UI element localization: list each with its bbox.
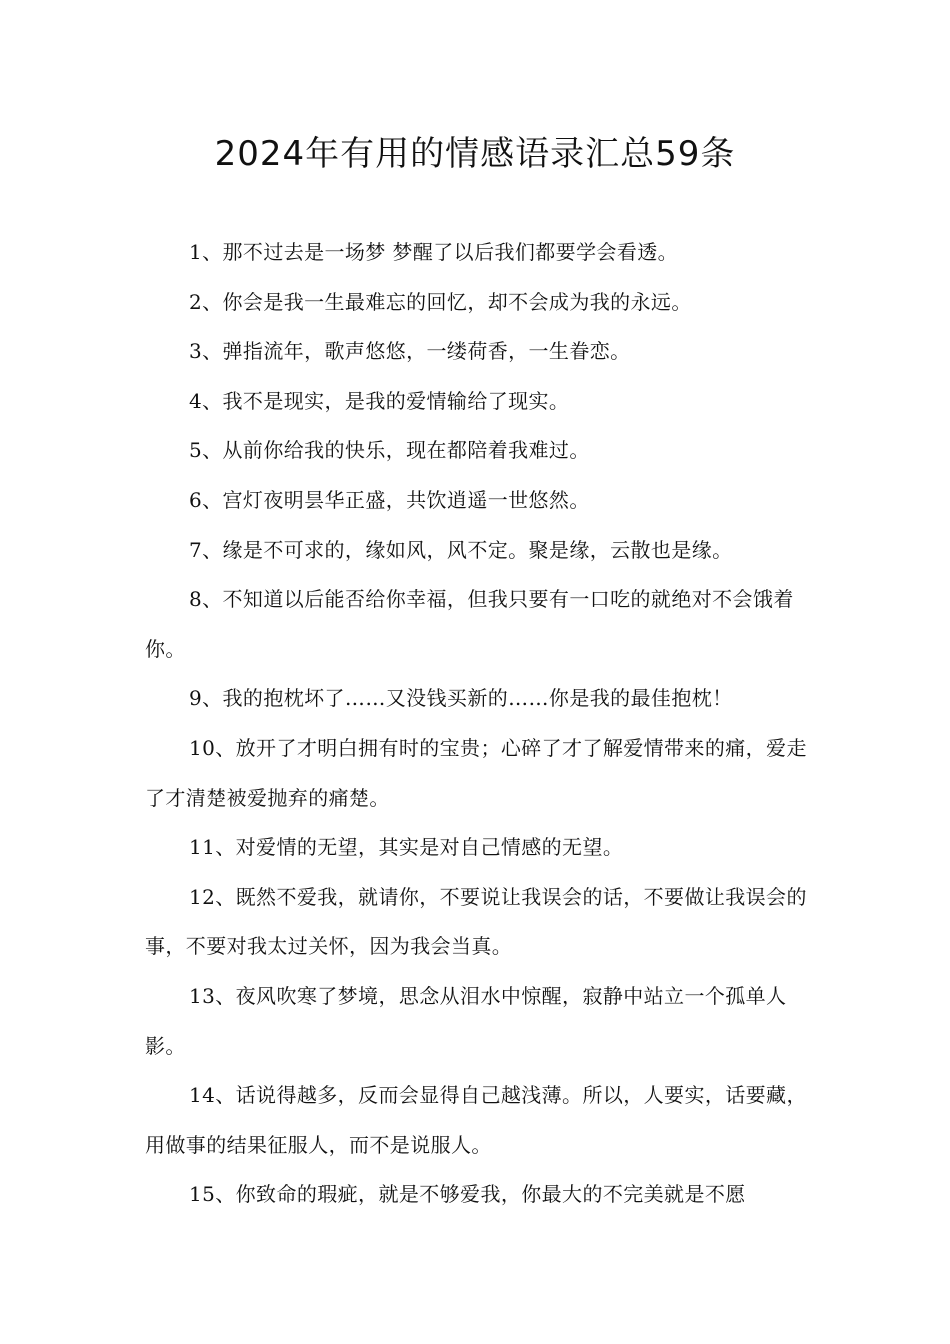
document-title: 2024年有用的情感语录汇总59条 xyxy=(214,134,736,174)
quote-item: 14、话说得越多，反而会显得自己越浅薄。所以，人要实，话要藏，用做事的结果征服人，而不是说服人。 xyxy=(145,1083,807,1157)
quote-item: 9、我的抱枕坏了……又没钱买新的……你是我的最佳抱枕！ xyxy=(189,686,733,711)
quote-item: 10、放开了才明白拥有时的宝贵；心碎了才了解爱情带来的痛，爱走了才清楚被爱抛弃的痛楚。 xyxy=(145,735,807,810)
quote-item: 5、从前你给我的快乐，现在都陪着我难过。 xyxy=(189,438,590,463)
quote-item: 7、缘是不可求的，缘如风，风不定。聚是缘，云散也是缘。 xyxy=(189,537,733,562)
quote-item: 13、夜风吹寒了梦境，思念从泪水中惊醒，寂静中站立一个孤单人影。 xyxy=(145,983,787,1058)
document-body xyxy=(145,228,825,1220)
quote-item: 15、你致命的瑕疵，就是不够爱我，你最大的不完美就是不愿 xyxy=(189,1182,746,1207)
quote-item: 12、既然不爱我，就请你，不要说让我误会的话，不要做让我误会的事，不要对我太过关怀，因为我会当真。 xyxy=(145,884,807,959)
quote-item: 6、宫灯夜明昙华正盛，共饮逍遥一世悠然。 xyxy=(189,487,590,512)
quote-item: 3、弹指流年，歌声悠悠，一缕荷香，一生眷恋。 xyxy=(189,339,631,364)
quote-item: 1、那不过去是一场梦 梦醒了以后我们都要学会看透。 xyxy=(189,240,679,264)
quote-item: 8、不知道以后能否给你幸福，但我只要有一口吃的就绝对不会饿着你。 xyxy=(145,587,794,661)
quote-item: 4、我不是现实，是我的爱情输给了现实。 xyxy=(189,388,570,413)
quote-item: 2、你会是我一生最难忘的回忆，却不会成为我的永远。 xyxy=(189,289,692,314)
quote-item: 11、对爱情的无望，其实是对自己情感的无望。 xyxy=(189,835,624,860)
